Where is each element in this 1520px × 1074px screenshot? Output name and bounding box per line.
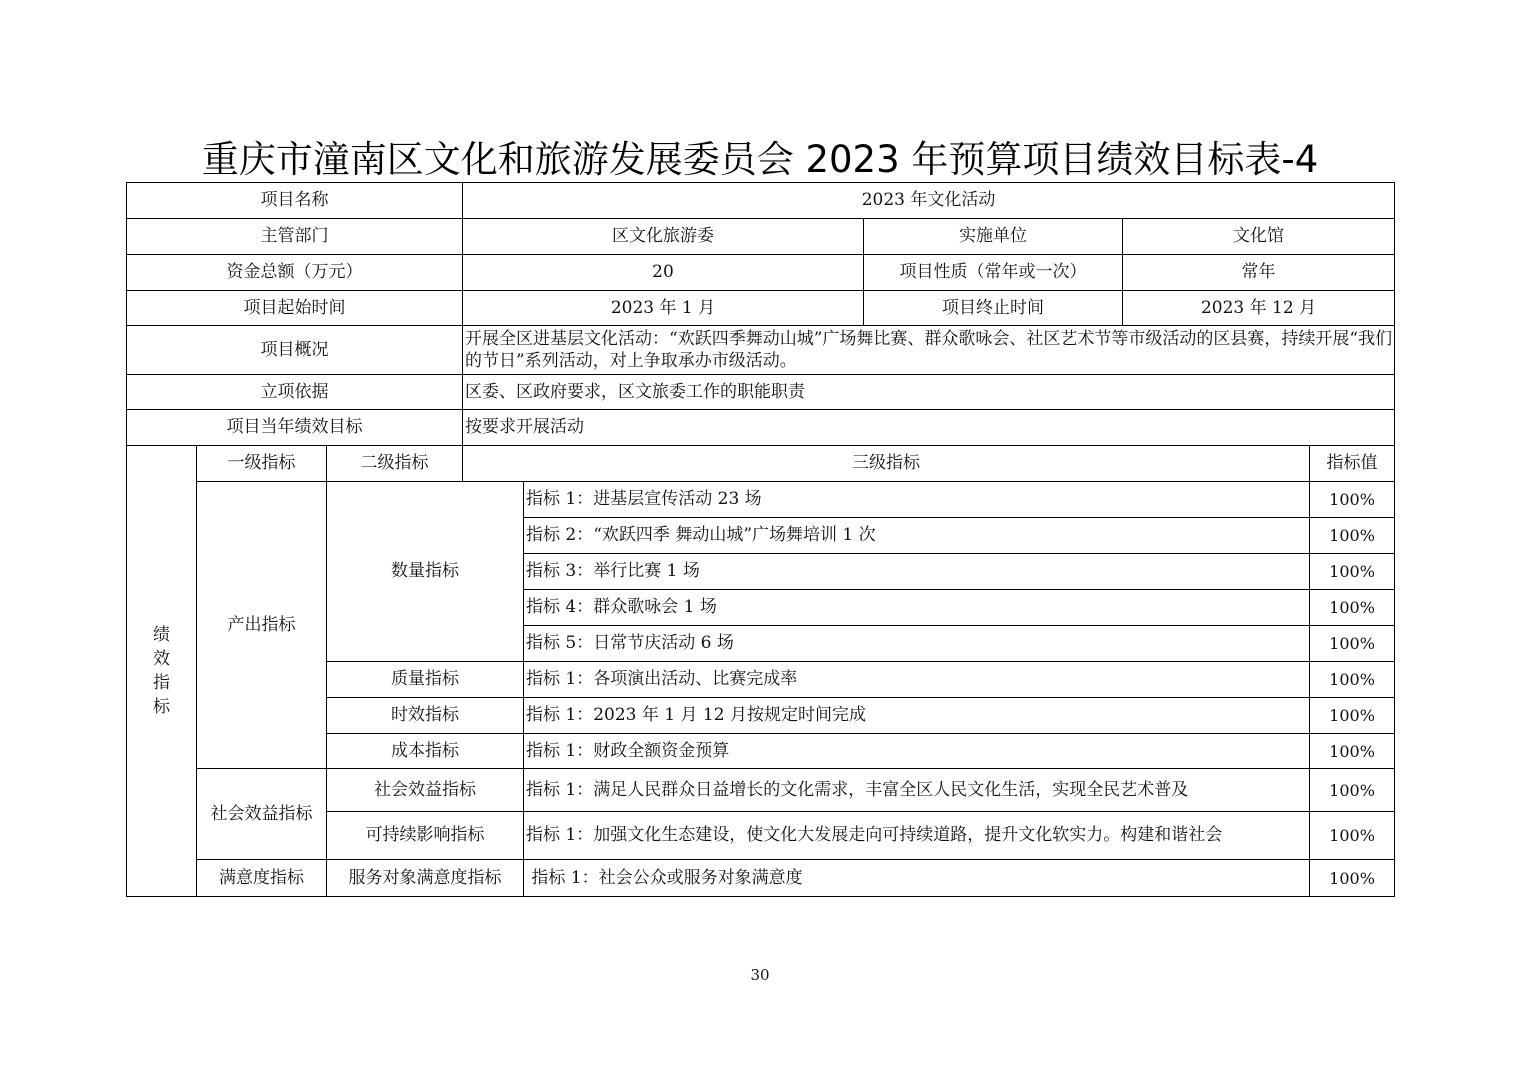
indicator-value: 100% (1310, 626, 1395, 662)
goal-value: 按要求开展活动 (463, 410, 1395, 446)
cost-indicator-label: 成本指标 (327, 734, 524, 769)
sustain-indicator-label: 可持续影响指标 (327, 812, 524, 860)
start-value: 2023 年 1 月 (463, 291, 864, 326)
dept-value: 区文化旅游委 (463, 219, 864, 255)
header-value: 指标值 (1310, 446, 1395, 482)
quality-indicator-label: 质量指标 (327, 662, 524, 698)
page-number: 30 (750, 966, 770, 984)
impl-unit-label: 实施单位 (864, 219, 1123, 255)
row-project-name (127, 183, 1395, 219)
indicator-text: 指标 2：“欢跃四季 舞动山城”广场舞培训 1 次 (524, 518, 1310, 554)
service-satisfaction-label: 服务对象满意度指标 (327, 860, 524, 897)
indicator-value: 100% (1310, 554, 1395, 590)
indicator-text: 指标 5：日常节庆活动 6 场 (524, 626, 1310, 662)
dept-label: 主管部门 (127, 219, 463, 255)
goal-label: 项目当年绩效目标 (127, 410, 463, 446)
header-level2: 二级指标 (327, 446, 463, 482)
page-title: 重庆市潼南区文化和旅游发展委员会 2023 年预算项目绩效目标表-4 (201, 138, 1319, 181)
nature-value: 常年 (1123, 255, 1395, 291)
indicator-text: 指标 1：满足人民群众日益增长的文化需求，丰富全区人民文化生活，实现全民艺术普及 (524, 769, 1310, 812)
performance-target-table (126, 182, 1395, 897)
table-row (127, 860, 1395, 897)
indicator-value: 100% (1310, 860, 1395, 897)
indicator-text: 指标 1：进基层宣传活动 23 场 (524, 482, 1310, 518)
indicator-text: 指标 3：举行比赛 1 场 (524, 554, 1310, 590)
overview-value: 开展全区进基层文化活动：“欢跃四季舞动山城”广场舞比赛、群众歌咏会、社区艺术节等市级活动的区县赛，持续开展“我们的节日”系列活动，对上争取承办市级活动。 (463, 326, 1395, 375)
project-name-label: 项目名称 (127, 183, 463, 219)
indicator-value: 100% (1310, 769, 1395, 812)
indicator-value: 100% (1310, 734, 1395, 769)
funds-label: 资金总额（万元） (127, 255, 463, 291)
row-basis (127, 375, 1395, 410)
output-indicator-label: 产出指标 (197, 482, 327, 769)
row-funds (127, 255, 1395, 291)
row-time (127, 291, 1395, 326)
indicator-text: 指标 4：群众歌咏会 1 场 (524, 590, 1310, 626)
indicator-text: 指标 1：财政全额资金预算 (524, 734, 1310, 769)
row-department (127, 219, 1395, 255)
project-name-value: 2023 年文化活动 (463, 183, 1395, 219)
indicator-value: 100% (1310, 698, 1395, 734)
indicator-value: 100% (1310, 482, 1395, 518)
indicator-value: 100% (1310, 518, 1395, 554)
end-value: 2023 年 12 月 (1123, 291, 1395, 326)
satisfaction-indicator-label: 满意度指标 (197, 860, 327, 897)
impl-unit-value: 文化馆 (1123, 219, 1395, 255)
indicator-text: 指标 1：加强文化生态建设，使文化大发展走向可持续道路，提升文化软实力。构建和谐社会 (524, 812, 1310, 860)
row-overview (127, 326, 1395, 375)
header-level3: 三级指标 (463, 446, 1310, 482)
indicator-value: 100% (1310, 812, 1395, 860)
indicator-text: 指标 1：各项演出活动、比赛完成率 (524, 662, 1310, 698)
quantity-indicator-label: 数量指标 (327, 482, 524, 662)
table-row (127, 482, 1395, 518)
indicators-section-label: 绩效指标 (127, 446, 197, 897)
nature-label: 项目性质（常年或一次） (864, 255, 1123, 291)
start-label: 项目起始时间 (127, 291, 463, 326)
basis-value: 区委、区政府要求，区文旅委工作的职能职责 (463, 375, 1395, 410)
header-level1: 一级指标 (197, 446, 327, 482)
indicator-text: 指标 1：社会公众或服务对象满意度 (524, 860, 1310, 897)
indicator-value: 100% (1310, 590, 1395, 626)
social-benefit-label: 社会效益指标 (327, 769, 524, 812)
end-label: 项目终止时间 (864, 291, 1123, 326)
indicator-value: 100% (1310, 662, 1395, 698)
funds-value: 20 (463, 255, 864, 291)
indicator-text: 指标 1：2023 年 1 月 12 月按规定时间完成 (524, 698, 1310, 734)
timeliness-indicator-label: 时效指标 (327, 698, 524, 734)
row-indicator-headers (127, 446, 1395, 482)
overview-label: 项目概况 (127, 326, 463, 375)
social-indicator-label: 社会效益指标 (197, 769, 327, 860)
table-row (127, 769, 1395, 812)
row-goal (127, 410, 1395, 446)
basis-label: 立项依据 (127, 375, 463, 410)
